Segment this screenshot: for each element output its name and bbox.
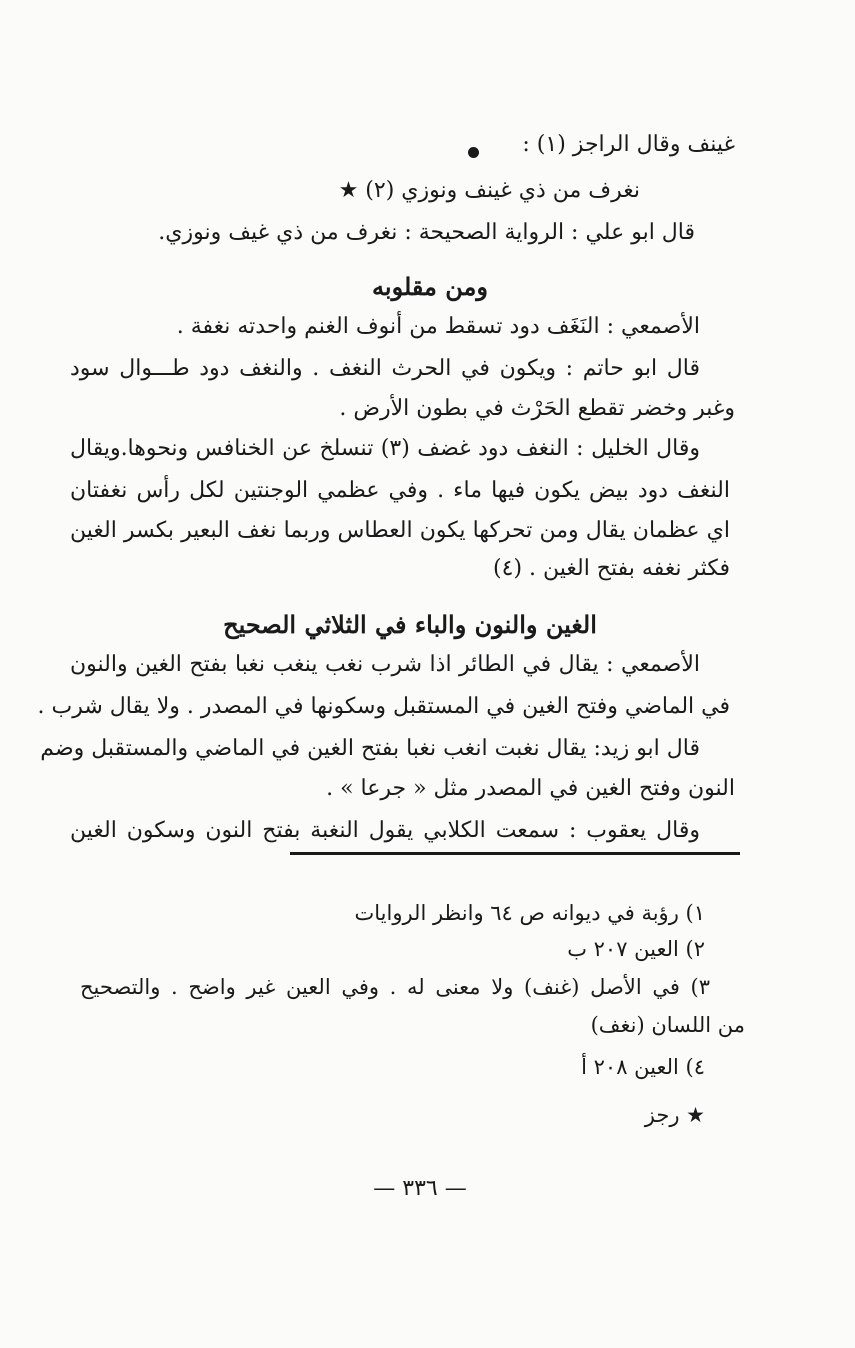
poem-verse: نغرف من ذي غينف ونوزي (٢) ★ <box>338 178 640 203</box>
footnote-3: ٣) في الأصل (غنف) ولا معنى له . وفي العين غير واضح . والتصحيح <box>80 975 710 999</box>
asmai-2-line-1: الأصمعي : يقال في الطائر اذا شرب نغب ينغب نغبا بفتح الغين والنون <box>70 652 700 677</box>
footnote-1: ١) رؤبة في ديوانه ص ٦٤ وانظر الروايات <box>354 901 705 925</box>
footnote-divider <box>290 852 740 855</box>
section-heading-ghayn-nun-ba: الغين والنون والباء في الثلاثي الصحيح <box>223 610 597 639</box>
poem-intro: غينف وقال الراجز (١) : <box>522 132 735 157</box>
abu-ali-line: قال ابو علي : الرواية الصحيحة : نغرف من ذي غيف ونوزي. <box>158 220 695 245</box>
footnote-3-continued: من اللسان (نغف) <box>590 1013 745 1037</box>
khalil-line-3: اي عظمان يقال ومن تحركها يكون العطاس وربما نغف البعير بكسر الغين <box>70 518 730 543</box>
abu-zayd-line-2: النون وفتح الغين في المصدر مثل « جرعا » . <box>326 776 735 801</box>
yaqub-line: وقال يعقوب : سمعت الكلابي يقول النغبة بفتح النون وسكون الغين <box>70 818 700 843</box>
section-heading-maqlub: ومن مقلوبه <box>372 272 488 301</box>
khalil-line-1: وقال الخليل : النغف دود غضف (٣) تنسلخ عن الخنافس ونحوها.ويقال <box>70 436 700 461</box>
footnote-star-rajaz: ★ رجز <box>644 1103 705 1127</box>
footnote-2: ٢) العين ٢٠٧ ب <box>567 937 705 961</box>
abu-hatim-line-1: قال ابو حاتم : ويكون في الحرث النغف . والنغف دود طـــوال سود <box>70 356 700 381</box>
abu-zayd-line-1: قال ابو زيد: يقال نغبت انغب نغبا بفتح الغين في الماضي والمستقبل وضم <box>40 736 700 761</box>
asmai-line: الأصمعي : النَغَف دود تسقط من أنوف الغنم واحدته نغفة . <box>176 314 700 339</box>
page-number: — ٣٣٦ — <box>373 1176 467 1201</box>
khalil-line-4: فكثر نغفه بفتح الغين . (٤) <box>493 556 730 581</box>
khalil-line-2: النغف دود بيض يكون فيها ماء . وفي عظمي الوجنتين لكل رأس نغفتان <box>70 478 730 503</box>
footnote-4: ٤) العين ٢٠٨ أ <box>581 1055 705 1079</box>
bullet-dot <box>468 147 479 158</box>
asmai-2-line-2: في الماضي وفتح الغين في المستقبل وسكونها في المصدر . ولا يقال شرب . <box>37 694 730 719</box>
abu-hatim-line-2: وغبر وخضر تقطع الحَرْث في بطون الأرض . <box>339 396 735 421</box>
